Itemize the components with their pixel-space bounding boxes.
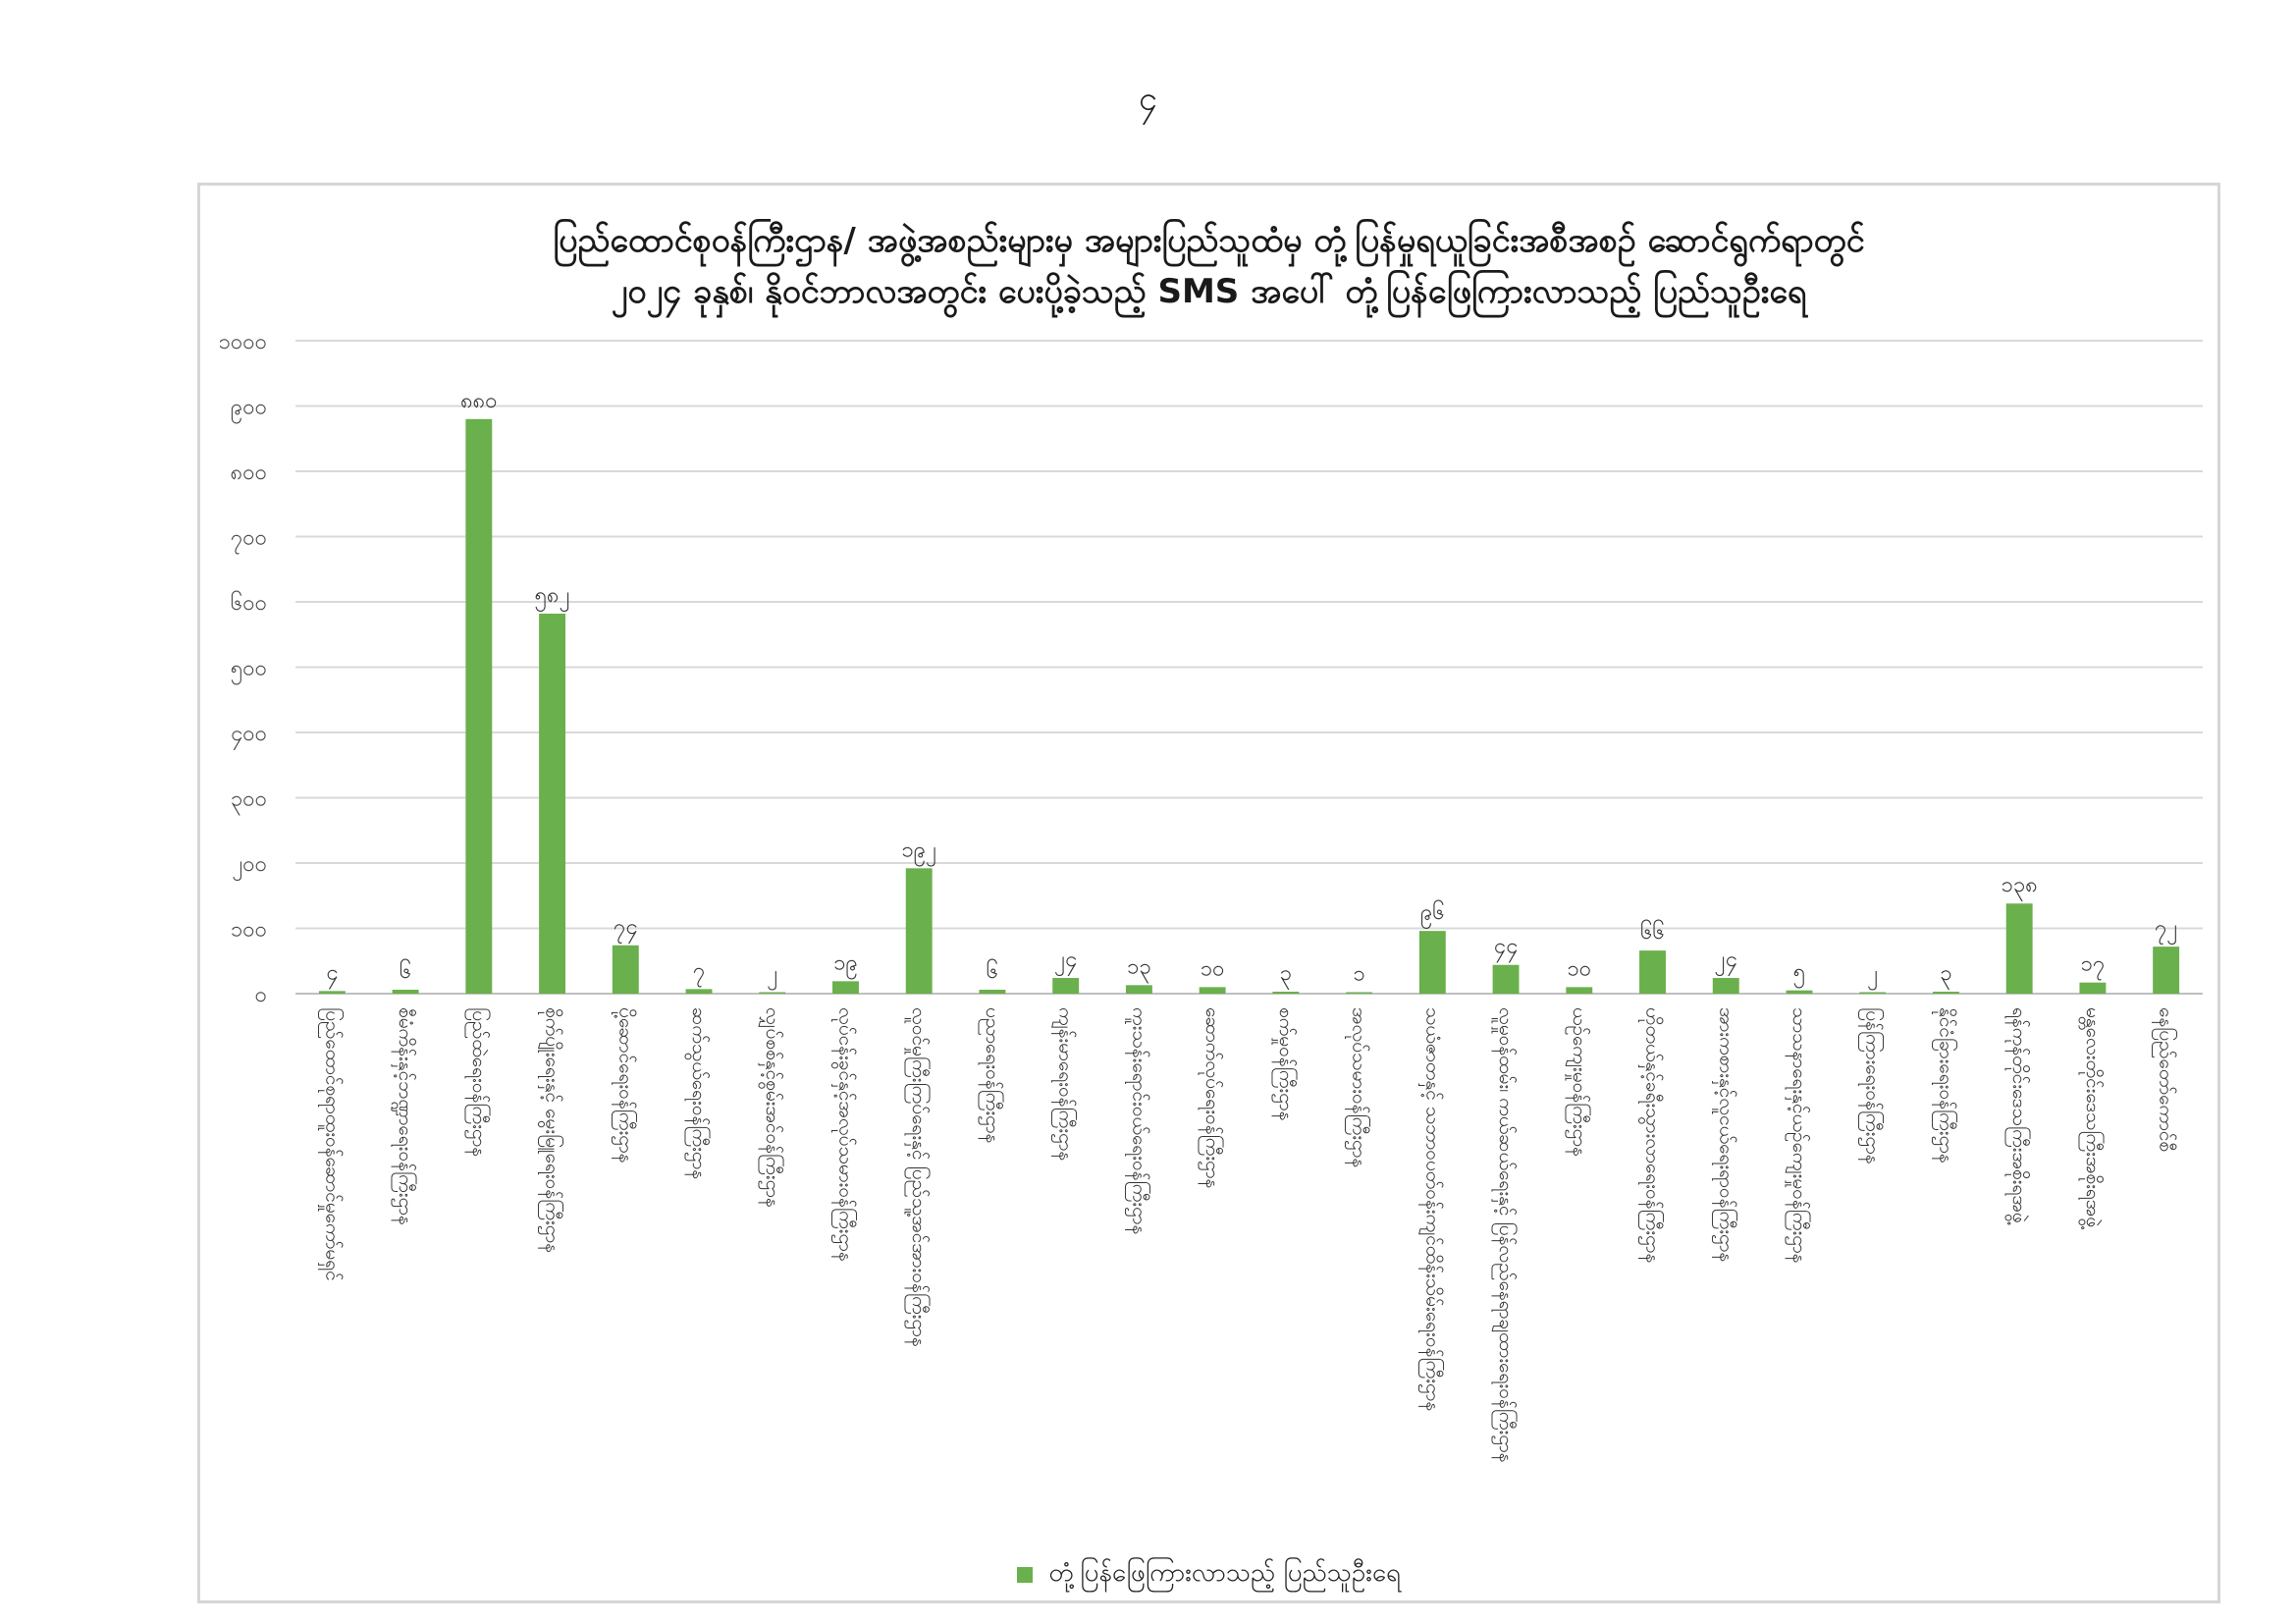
chart-legend xyxy=(200,1555,2217,1594)
x-tick-label: ပညာရေးဝန်ကြီးဌာန xyxy=(981,1007,1003,1144)
x-tick-label: ပြည်ထောင်စုရာထူးဝန်ဆောင်မှုကော်မရှင် xyxy=(321,1007,344,1281)
x-tick-label: စီမံကိန်းနှင့်ဘဏ္ဍာရေးဝန်ကြီးဌာန xyxy=(395,1007,417,1225)
x-tick-label: ကျန်းမာရေးဝန်ကြီးဌာန xyxy=(1054,1007,1077,1162)
y-tick-label: ၆၀၀ xyxy=(230,591,267,616)
chart-title-line-2: ၂၀၂၄ ခုနှစ်၊ နိုဝင်ဘာလအတွင်း ပေးပို့ခဲ့သည့် SMS အပေါ် တုံ့ပြန်ဖြေကြားလာသည့် ပြည်သူဦးရေ xyxy=(611,272,1807,311)
bar xyxy=(832,981,859,994)
bar-chart-plot xyxy=(200,186,2217,1600)
x-tick-label: ဟိုတယ်နှင့်ခရီးသွားလာရေးဝန်ကြီးဌာန xyxy=(1641,1007,1664,1264)
x-tick-label: အားကစားနှင့်လူငယ်ရေးရာဝန်ကြီးဌာန xyxy=(1715,1007,1737,1263)
data-label: ၁၃၈ xyxy=(2001,873,2038,898)
x-tick-label: သာသနာရေးနှင့်ယဉ်ကျေးမှုဝန်ကြီးဌာန xyxy=(1788,1007,1810,1264)
data-label: ၇ xyxy=(692,958,706,984)
x-tick-label: လုပ်ငန်းခွင်နှင့်အလုပ်သမားဝန်ကြီးဌာန xyxy=(834,1007,857,1262)
bar xyxy=(686,989,713,994)
y-tick-label: ၀ xyxy=(254,983,267,1007)
bar xyxy=(1859,993,1886,995)
y-tick-label: ၉၀၀ xyxy=(230,395,267,420)
bar xyxy=(319,991,346,994)
data-label: ၂ xyxy=(767,961,778,987)
bar xyxy=(1126,985,1152,994)
bar xyxy=(393,990,419,994)
data-label: ၉၆ xyxy=(1419,900,1445,926)
x-tick-label: အလုပ်သမားဝန်ကြီးဌာန xyxy=(1348,1007,1370,1168)
bar xyxy=(2079,983,2106,994)
data-label: ၆ xyxy=(399,959,412,985)
legend-label: တုံ့ပြန်ဖြေကြားလာသည့် ပြည်သူဦးရေ xyxy=(1048,1558,1401,1588)
x-tick-label: စိုက်ပျိုးရေးနှင့် မွေးမြူရေးဝန်ကြီးဌာန xyxy=(541,1007,563,1253)
bar xyxy=(1346,993,1372,995)
data-label: ၂၄ xyxy=(1054,947,1078,973)
data-label: ၆၆ xyxy=(1640,920,1665,946)
x-tick-label: နေပြည်တော်ကောင်စီ xyxy=(2155,1007,2177,1153)
bar xyxy=(906,868,933,994)
bar xyxy=(465,419,492,994)
data-label: ၁ xyxy=(1353,961,1365,987)
bar xyxy=(613,946,639,994)
data-label: ၆ xyxy=(986,959,999,985)
data-label: ၃ xyxy=(1940,961,1952,987)
chart-title-line-1: ပြည်ထောင်စုဝန်ကြီးဌာန/ အဖွဲ့အစည်းများမှ အများပြည်သူထံမှ တုံ့ပြန်မှုရယူခြင်းအစီအစဉ် ဆောင်ရွက်ရာတွင် xyxy=(553,221,1865,260)
bar xyxy=(1713,978,1739,994)
data-label: ၁၉၂ xyxy=(901,838,936,863)
data-label: ၁၃ xyxy=(1127,954,1151,980)
data-label: ၈၈၀ xyxy=(460,388,498,413)
page-number: ၄ xyxy=(1138,80,1158,119)
data-label: ၁၉ xyxy=(833,950,858,976)
bar xyxy=(1419,931,1446,994)
x-tick-label: လျှပ်စစ်နှင့်စွမ်းအင်ဝန်ကြီးဌာန xyxy=(761,1007,783,1208)
bar xyxy=(979,990,1005,994)
x-tick-label: ရန်ကုန်တိုင်းဒေသကြီးအစိုးရအဖွဲ့ xyxy=(2008,1007,2031,1223)
x-tick-label: သယံဇာတနှင့် သဘာဝပတ်ဝန်းကျင်ထိန်းသိမ်းရေးဝန်ကြီးဌာန xyxy=(1421,1007,1444,1412)
y-tick-label: ၅၀၀ xyxy=(230,656,267,681)
x-tick-label: လူဝင်မှုကြီးကြပ်ရေးနှင့် ပြည်သူ့အင်အားဝန်ကြီးဌာန xyxy=(908,1007,931,1347)
y-tick-label: ၈၀၀ xyxy=(230,460,267,485)
x-tick-label: ပို့ဆောင်ရေးဝန်ကြီးဌာန xyxy=(614,1007,637,1164)
data-label: ၅၈၂ xyxy=(534,582,570,608)
data-label: ၇၂ xyxy=(2155,916,2178,942)
bar xyxy=(1787,991,1813,994)
chart-frame xyxy=(197,183,2220,1603)
data-label: ၃ xyxy=(1279,961,1293,987)
y-tick-label: ၃၀၀ xyxy=(230,786,267,812)
bar xyxy=(1272,992,1299,994)
y-tick-label: ၄၀၀ xyxy=(230,722,267,746)
bar xyxy=(1566,987,1592,994)
x-tick-label: ဆောက်လုပ်ရေးဝန်ကြီးဌာန xyxy=(1201,1007,1224,1189)
bar xyxy=(1639,950,1666,994)
bar xyxy=(759,993,785,995)
x-tick-label: ပြည်ထဲရေးဝန်ကြီးဌာန xyxy=(467,1007,490,1158)
bar xyxy=(2006,903,2033,994)
data-label: ၂၄ xyxy=(1714,947,1737,973)
bar xyxy=(1052,978,1079,994)
data-label: ၇၄ xyxy=(613,914,638,940)
bar xyxy=(1200,987,1226,994)
data-label: ၄၄ xyxy=(1493,934,1519,959)
bar xyxy=(2153,947,2179,994)
data-label: ၁၀ xyxy=(1200,956,1225,982)
x-tick-label: စက်မှုဝန်ကြီးဌာန xyxy=(1274,1007,1297,1121)
y-tick-label: ၁၀၀ xyxy=(230,917,267,943)
bar xyxy=(539,614,565,994)
legend-swatch xyxy=(1017,1567,1033,1583)
data-label: ၁၇ xyxy=(2080,951,2106,977)
data-label: ၅ xyxy=(1792,959,1806,985)
y-tick-label: ၁၀၀၀ xyxy=(218,330,267,354)
x-tick-label: မန္တလေးတိုင်းဒေသကြီးအစိုးရအဖွဲ့ xyxy=(2081,1007,2104,1228)
x-tick-label: ဆက်သွယ်ရေးဝန်ကြီးဌာန xyxy=(688,1007,711,1180)
x-tick-label: လူမှုဝန်ထမ်း၊ ကယ်ဆယ်ရေးနှင့် ပြန်လည်နေရာချထားရေးဝန်ကြီးဌာန xyxy=(1495,1007,1518,1463)
y-tick-label: ၂၀၀ xyxy=(232,852,267,877)
x-tick-label: ယဉ်ကျေးမှုဝန်ကြီးဌာန xyxy=(1568,1007,1590,1157)
data-label: ၄ xyxy=(326,960,339,986)
x-tick-label: ပြန်ကြားရေးဝန်ကြီးဌာန xyxy=(1861,1007,1884,1164)
x-tick-label: နိုင်ငံခြားရေးဝန်ကြီးဌာန xyxy=(1935,1007,1957,1164)
bar xyxy=(1933,992,1959,994)
bar xyxy=(1493,965,1520,994)
y-tick-label: ၇၀၀ xyxy=(230,525,267,551)
x-tick-label: ကူးသန်းရောင်းဝယ်ရေးဝန်ကြီးဌာန xyxy=(1128,1007,1150,1235)
data-label: ၂ xyxy=(1867,961,1879,987)
data-label: ၁၀ xyxy=(1567,956,1592,982)
